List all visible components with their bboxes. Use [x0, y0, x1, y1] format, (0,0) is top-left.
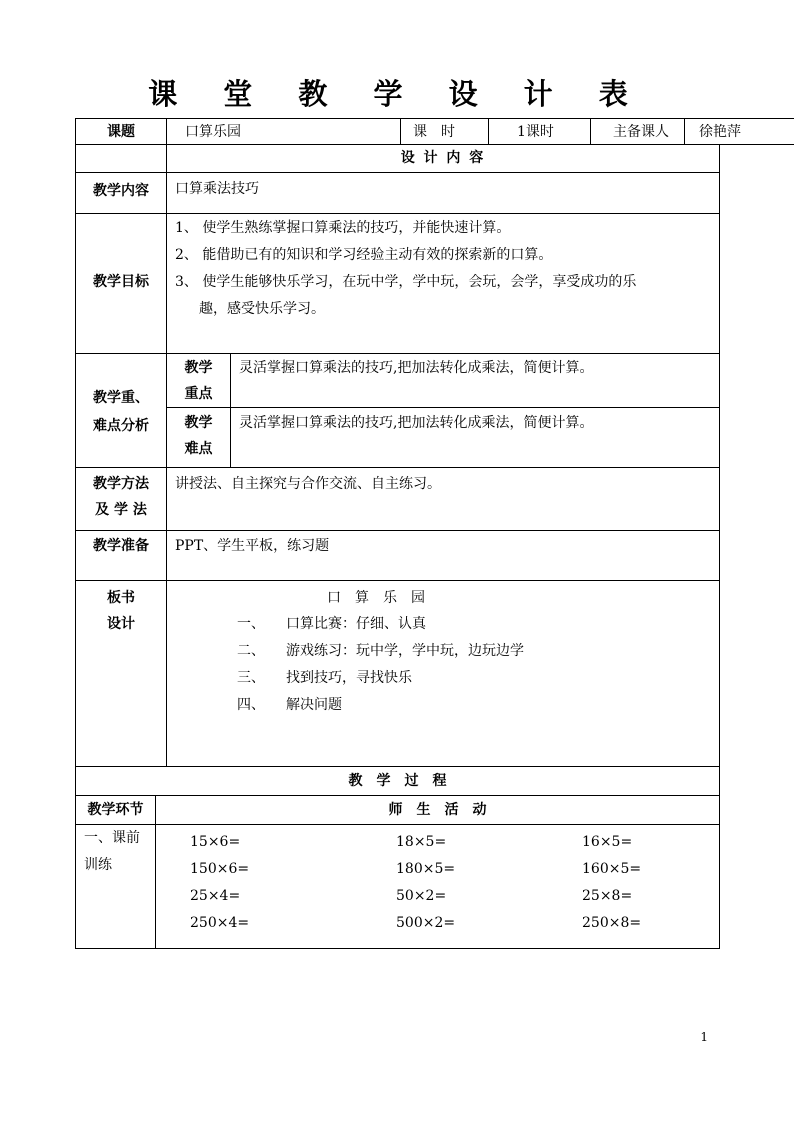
board-item-text: 解决问题 [286, 697, 342, 713]
step1-label: 一、课前 训练 [75, 824, 155, 949]
exercise: 15×6= [190, 834, 241, 850]
topic-label: 课题 [75, 118, 167, 145]
prep-value: PPT、学生平板，练习题 [166, 530, 720, 580]
exercise-grid [155, 824, 720, 949]
empty-cell [75, 144, 166, 172]
board-item-num: 一、 [237, 616, 265, 632]
board-item-text: 口算比赛：仔细、认真 [286, 616, 426, 632]
topic-value: 口算乐园 [167, 118, 401, 145]
difficulty-label: 教学 难点 [166, 407, 230, 467]
goal-item: 趣，感受快乐学习。 [199, 301, 325, 317]
goal-item: 1、 使学生熟练掌握口算乘法的技巧，并能快速计算。 [175, 220, 511, 236]
design-heading: 设 计 内 容 [166, 144, 720, 172]
page-number: 1 [700, 1030, 708, 1044]
content-label: 教学内容 [75, 172, 166, 213]
exercise: 18×5= [396, 834, 447, 850]
exercise: 16×5= [582, 834, 633, 850]
board-item-num: 二、 [237, 643, 265, 659]
board-content [166, 580, 720, 766]
method-value: 讲授法、自主探究与合作交流、自主练习。 [166, 467, 720, 530]
exercise: 250×4= [190, 915, 250, 931]
board-item-text: 找到技巧，寻找快乐 [286, 670, 412, 686]
page-title: 课 堂 教 学 设 计 表 [148, 77, 646, 111]
exercise: 500×2= [396, 915, 456, 931]
goal-item: 3、 使学生能够快乐学习，在玩中学，学中玩，会玩，会学，享受成功的乐 [175, 274, 637, 290]
exercise: 150×6= [190, 861, 250, 877]
period-label: 课 时 [401, 118, 489, 145]
step-column-header: 教学环节 [75, 795, 155, 824]
content-value: 口算乘法技巧 [166, 172, 720, 213]
board-label: 板书 设计 [75, 580, 166, 766]
goals-label: 教学目标 [75, 213, 166, 353]
goal-item: 2、 能借助已有的知识和学习经验主动有效的探索新的口算。 [175, 247, 553, 263]
exercise: 180×5= [396, 861, 456, 877]
board-item-num: 三、 [237, 670, 265, 686]
method-label: 教学方法 及 学 法 [75, 467, 166, 530]
board-item-num: 四、 [237, 697, 265, 713]
teacher-label: 主备课人 [591, 118, 685, 145]
header-row [75, 118, 741, 145]
period-value: 1课时 [489, 118, 591, 145]
process-heading: 教 学 过 程 [75, 766, 720, 795]
teacher-value: 徐艳萍 [685, 118, 794, 145]
exercise: 25×8= [582, 888, 633, 904]
activity-column-header: 师 生 活 动 [155, 795, 720, 824]
exercise: 250×8= [582, 915, 642, 931]
key-point-label: 教学 重点 [166, 353, 230, 407]
exercise: 50×2= [396, 888, 447, 904]
exercise: 160×5= [582, 861, 642, 877]
prep-label: 教学准备 [75, 530, 166, 580]
key-point-value: 灵活掌握口算乘法的技巧,把加法转化成乘法，简便计算。 [230, 353, 720, 407]
board-title: 口 算 乐 园 [327, 590, 425, 606]
exercise: 25×4= [190, 888, 241, 904]
goals-list [166, 213, 720, 353]
difficulty-value: 灵活掌握口算乘法的技巧,把加法转化成乘法，简便计算。 [230, 407, 720, 467]
focus-label: 教学重、 难点分析 [75, 353, 166, 467]
board-item-text: 游戏练习：玩中学，学中玩，边玩边学 [286, 643, 524, 659]
